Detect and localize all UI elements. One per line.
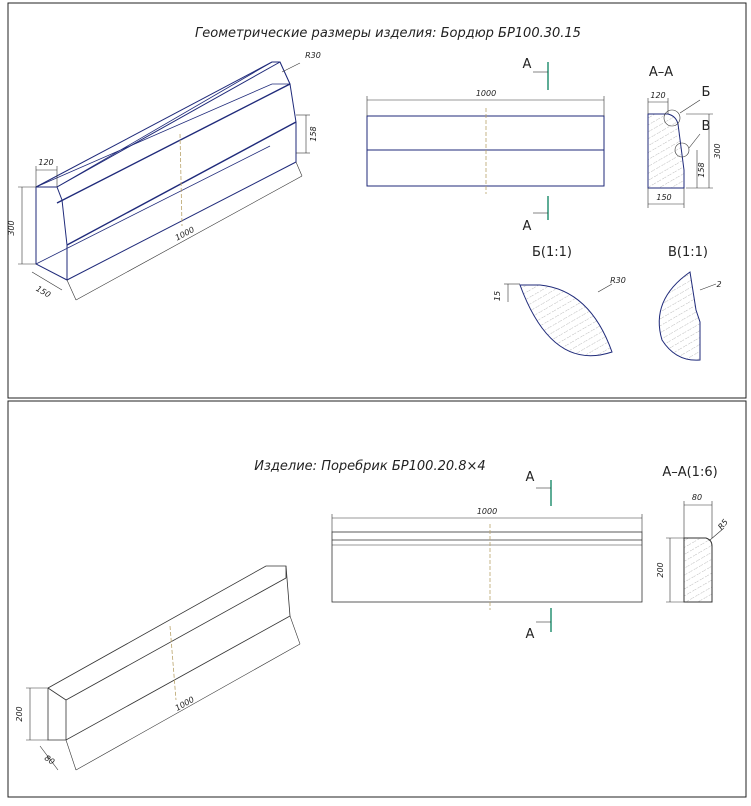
bottom-front-dim-length: 1000: [476, 507, 498, 516]
iso-dim-radius: R30: [305, 51, 321, 60]
front-cut-a-top: А: [522, 57, 532, 72]
detail-b-radius: R30: [610, 276, 626, 285]
border-front-view: [332, 480, 642, 632]
section-marker-v: В: [701, 119, 711, 134]
detail-b-label: Б(1:1): [532, 245, 572, 260]
section-dim-bottom-width: 150: [656, 193, 672, 202]
iso-dim-height: 300: [7, 220, 16, 236]
bottom-front-cut-a-bottom: А: [525, 627, 535, 642]
detail-v-dim: 2: [716, 280, 722, 289]
section-dim-top-width: 120: [650, 91, 666, 100]
iso-dim-h2: 158: [309, 126, 318, 142]
bottom-section-radius: R5: [716, 517, 730, 532]
section-dim-h2: 158: [697, 162, 706, 178]
front-cut-a-bottom: А: [522, 219, 532, 234]
bottom-section-dim-height: 200: [656, 562, 665, 578]
detail-v-label: В(1:1): [668, 245, 708, 260]
iso-dim-top-width: 120: [38, 158, 54, 167]
detail-v-view: [659, 272, 716, 360]
iso-dim-length: 1000: [173, 225, 196, 243]
bottom-title: Изделие: Поребрик БР100.20.8×4: [254, 459, 486, 474]
top-panel-frame: [8, 3, 746, 398]
top-title: Геометрические размеры изделия: Бордюр БР100.30.15: [195, 26, 581, 41]
curb-isometric-view: [36, 62, 296, 280]
bottom-front-cut-a-top: А: [525, 470, 535, 485]
border-isometric-view: [26, 566, 300, 770]
bottom-iso-dim-height: 200: [15, 706, 24, 722]
detail-b-dim: 15: [493, 290, 502, 302]
front-dim-length: 1000: [475, 89, 497, 98]
detail-b-view: [504, 284, 612, 356]
section-dim-height: 300: [713, 143, 722, 159]
bottom-section-label: А–А(1:6): [662, 465, 718, 480]
section-marker-b: Б: [701, 85, 711, 100]
bottom-iso-dim-length: 1000: [173, 694, 196, 713]
bottom-iso-dim-depth: 80: [42, 753, 57, 767]
curb-isometric-dimensions: [18, 63, 310, 300]
section-a-a-label: А–А: [648, 65, 674, 80]
iso-dim-depth: 150: [34, 284, 53, 300]
curb-section-view: [648, 98, 713, 208]
border-section-view: [666, 501, 724, 602]
bottom-section-dim-width: 80: [691, 493, 703, 502]
curb-front-view: [367, 62, 604, 220]
